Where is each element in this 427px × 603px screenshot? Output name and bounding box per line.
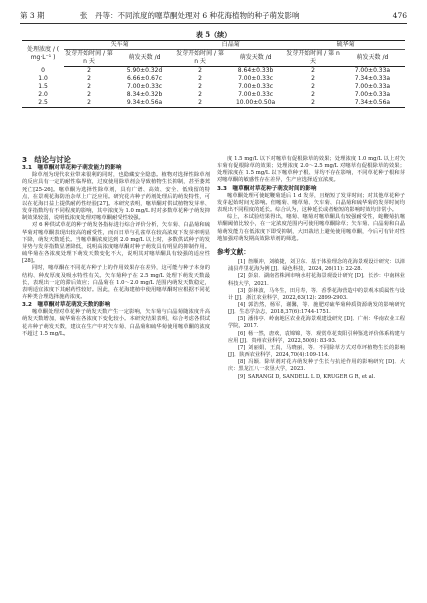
germination-table <box>22 40 405 108</box>
table-cell: 7.34±0.33a <box>354 75 391 82</box>
table-row <box>22 75 405 83</box>
table-cell: 2 <box>87 67 91 74</box>
table-cell: 2 <box>87 83 91 90</box>
table-cell: 1.0 <box>38 75 48 82</box>
page-number: 476 <box>392 11 407 20</box>
reference-item <box>217 273 405 287</box>
table-cell: 2 <box>198 83 202 90</box>
subsection-heading: 3.1 噻草酮对草花种子萌发能力的影响 <box>22 165 122 172</box>
left-column <box>22 156 210 338</box>
table-cell: 5.90±0.32d <box>126 67 163 74</box>
reference-text: 彭泉．湖南省株洲市响水村花海景观设计研究 [D]．长沙：中南林业科技大学，2021. <box>228 273 405 287</box>
table-cell: 2 <box>311 91 315 98</box>
group-header: 硫华菊 <box>286 41 405 50</box>
reference-number: [7] <box>238 344 246 351</box>
table-cell: 1.5 <box>38 83 48 90</box>
table-row <box>22 83 405 91</box>
reference-text: 刘丽娟，王真，马晓丽，等．不同除草方式对草坪植物生长的影响 [J]．陕西农业科学，2024,70(4):109-114. <box>228 344 405 359</box>
table-cell: 7.00±0.33c <box>127 83 163 90</box>
table-subheader-row <box>22 50 405 67</box>
reference-text: SARANGI D, SANDELL L D, KRUGER G R, et al. <box>247 373 376 380</box>
body-paragraph: 同时，噻草酮在不同花卉种子上的作用效果存在差异，这可能与种子本身的结构、种皮厚度及吸水特性有关。矢车菊种子在 2.5 mg/L 处理下萌发天数最长，表现出一定的滞后效应；白晶菊在 1.0～2.0 mg/L 范围内萌发天数稳定，表明适宜浓度下其耐药性较好。因此，在花海建植中使用噻草酮时应根据不同花卉种类合理选择施药浓度。 <box>22 265 210 300</box>
sub-header: 发芽开始时间 / 第 n 天 <box>65 50 113 65</box>
reference-number: [5] <box>238 316 246 323</box>
sub-header: 发芽开始时间 / 第 n 天 <box>286 50 340 65</box>
table-row <box>22 67 405 76</box>
table-cell: 2 <box>87 75 91 82</box>
table-cell: 2 <box>87 91 91 98</box>
body-paragraph: 噻草酮处理对草花种子萌发天数产生一定影响，矢车菊与白晶菊随浓度升高萌发天数增加，硫华菊在各浓度下变化较小。本研究结果表明，综合考虑各供试花卉种子萌发天数，建议在生产中对矢车菊、白晶菊和硫华菊使用噻草酮的浓度不超过 1.5 mg/L。 <box>22 309 210 337</box>
table-cell: 2 <box>175 99 225 108</box>
conc-header: 处理浓度 / ( mg·L⁻¹ ) <box>22 41 64 67</box>
table-cell: 2 <box>311 67 315 74</box>
reference-number: [1] <box>238 259 246 266</box>
reference-number: [6] <box>238 330 246 337</box>
reference-item <box>217 331 405 345</box>
table-row <box>22 91 405 99</box>
sub-header: 萌发天数 /d <box>114 50 175 67</box>
table-caption: 表 5（续） <box>195 30 232 39</box>
body-paragraph: 对 6 种供试草花的种子萌发各指标进行综合评价分析，矢车菊、白晶菊和硫华菊对噻草酮表现出较高的耐受性，而百日草与孔雀草在较高浓度下发芽率明显下降，萌发天数延长。当噻草酮浓度达到 2.0 mg/L 以上时，多数供试种子的发芽势与发芽指数显著降低，说明高浓度噻草酮对种子萌发具有明显的抑制作用。硫华菊在各浓度处理下萌发天数变化不大，说明其对噻草酮具有较强的适应性[28]。 <box>22 222 210 265</box>
reference-number: [3] <box>238 287 246 294</box>
reference-text: 潘伟亭．岭南地区农业花海景观建设研究 [D]．广州：华南农业工程学院，2017. <box>228 316 405 330</box>
body-paragraph: 综上，本试验结果得出，噻菊、噻菊对噻草酮具有较强耐受性，蛇鞭菊抗噻草酮阈值比较小，在一定浓度范围内可使用噻草酮除草；矢车菊、白晶菊和白晶菊萌发能力在低浓度下即受抑制，大田栽培上避免使用噻草酮，今后可有针对性地加强对萌发期高效除草剂的筛选。 <box>217 214 405 242</box>
table-cell: 7.00±0.33a <box>354 83 391 90</box>
table-cell: 0 <box>41 66 45 74</box>
sub-header: 发芽开始时间 / 第 n 天 <box>176 50 224 65</box>
reference-number: [2] <box>238 273 246 280</box>
reference-text: 彭林波，马冬生，田月寿，等．香季花海营造中的景观本质属性与设计 [J]．浙江农业科学，2022,63(12): 2899-2903. <box>228 287 405 301</box>
group-header: 矢车菊 <box>64 41 175 50</box>
table-cell: 10.00±0.50a <box>225 99 286 108</box>
table-cell: 2.0 <box>38 91 48 98</box>
reference-number: [8] <box>238 359 246 366</box>
table-cell: 2 <box>286 99 340 108</box>
reference-number: [9] <box>238 373 246 380</box>
issue-number: 第 3 期 <box>20 11 45 20</box>
table-cell: 7.00±0.33c <box>238 91 274 98</box>
sub-header: 萌发天数 /d <box>340 50 405 67</box>
reference-item <box>217 345 405 359</box>
references-heading: 参考文献： <box>217 247 250 256</box>
body-paragraph: 噻草酮处理可使蛇鞭菊延后 1 d 发芽，且缩短了发芽时间；对其他草花种子发芽起始时间无影响。但噻菊、噻草菊、矢车菊、白晶菊和硫华菊的发芽时间均表现出不同程度的延长。综合认为，这种延长或者缩短的影响时效均非常小。 <box>217 192 405 214</box>
table-cell: 7.00±0.33a <box>354 91 391 98</box>
group-header: 白晶菊 <box>175 41 286 50</box>
body-paragraph: 除草剂为现代农业带来很利的同时，也隐藏安全隐患。植物对选择性除草剂的反应具有一定的耐性临界值，过度使用除草剂会导致植物生长抑制，甚至萎蔫死亡[25-26]。噻草酮为选择性除草剂，具有广谱、高效、安全、低残留的特点，在景观花海防治杂草上广泛应用。研究花卉种子药剂处理后的萌发特性，可以在花海日益上提供耐药性经验[27]。本研究表明，噻草酮对供试植物发芽率、发芽指数均有不同程度的影响，其中浓度为 1.0 mg/L 时对多数草花种子萌发抑制效果较弱，说明低浓度处理对噻草酮耐受性较强。 <box>22 172 210 222</box>
subsection-heading: 3.2 噻草酮对草花萌发天数的影响 <box>22 302 111 309</box>
table-cell: 2 <box>198 67 202 74</box>
right-column <box>217 156 405 381</box>
reference-text: 郭浩然，杨军，谢馨，等．施肥对硫华菊种质资源萌发的影响研究 [J]．生态学杂志，2018,37(6):1744-1751. <box>228 301 405 316</box>
table-cell: 2 <box>198 91 202 98</box>
subsection-heading: 3.3 噻草酮对草花种子萌发时间的影响 <box>217 185 317 192</box>
reference-text: 冯颖．除草剂对花卉萌发种子生长与抗逆作用的影响研究 [D]．大庆：黑龙江八一农垦大学，2023. <box>228 359 405 373</box>
table-cell: 7.00±0.33a <box>354 67 391 74</box>
sub-header: 萌发天数 /d <box>225 50 286 67</box>
table-cell: 2 <box>311 83 315 90</box>
section-heading: 3 结论与讨论 <box>22 155 71 164</box>
reference-item <box>217 359 405 373</box>
reference-text: 杨一然，唐欢，袁锦锦，等．观赏草花贵阳引种鉴选评价体系构建与应用 [J]．贵州农业科学，2022,50(6): 83-93. <box>228 330 405 344</box>
table-row <box>22 99 405 108</box>
table-cell: 7.00±0.33c <box>238 75 274 82</box>
table-cell: 8.64±0.33b <box>237 67 274 74</box>
reference-item <box>217 259 405 273</box>
reference-text: 詹顺冲，刘敏捷，刘卫东．基于体验理念的花海景观设计研究：以漳浦县芹里花海为例 [J]．绿色科技，2024, 26(11): 22-28. <box>228 259 405 273</box>
reference-item <box>217 316 405 330</box>
running-header <box>20 9 407 24</box>
table-cell: 9.34±0.56a <box>114 99 175 108</box>
body-paragraph: 度 1.5 mg/L 以下对噻草有促根除草的效果；处理浓度 1.0 mg/L 以上对矢车菊有促根除草的效果；处理浓度 2.0～2.5 mg/L 对噻草有促根除草的效果；处理浓度在 1.5 mg/L 以下噻草种子根、芽均不存在影响，不同草花种子根和芽对噻草酮的敏感性存在差异，生产应选择适宜浓度。 <box>217 156 405 184</box>
table-cell: 2 <box>311 75 315 82</box>
table-cell: 6.66±0.67c <box>127 75 163 82</box>
table-cell: 2 <box>198 75 202 82</box>
reference-item <box>217 302 405 316</box>
table-cell: 2.5 <box>22 99 64 108</box>
reference-number: [4] <box>238 301 246 308</box>
table-cell: 7.34±0.56a <box>340 99 405 108</box>
table-cell: 8.34±0.32b <box>126 91 163 98</box>
table-header-row <box>22 41 405 50</box>
reference-item <box>217 374 405 381</box>
running-title: 张 丹等：不同浓度的噻草酮处理对 6 种花海植物的种子萌发影响 <box>80 11 300 20</box>
reference-item <box>217 288 405 302</box>
table-cell: 7.00±0.33c <box>238 83 274 90</box>
table-cell: 2 <box>64 99 114 108</box>
